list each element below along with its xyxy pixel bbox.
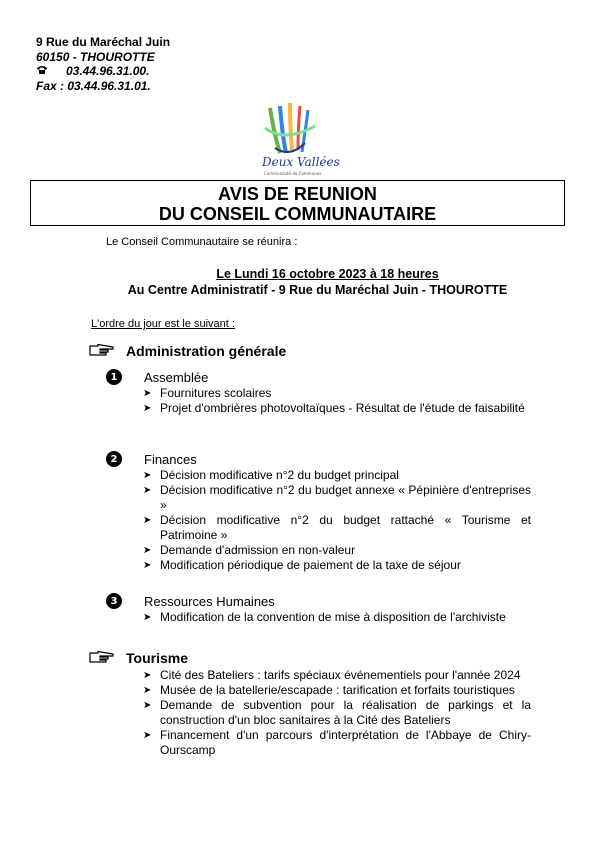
arrow-bullet-icon: ➤ — [143, 685, 152, 696]
arrow-bullet-icon: ➤ — [143, 730, 152, 741]
subsection-assemblee-title: Assemblée — [144, 369, 209, 385]
subsection-finances-title: Finances — [144, 451, 197, 467]
arrow-bullet-icon: ➤ — [143, 545, 152, 556]
list-item: ➤ Décision modificative n°2 du budget principal — [143, 468, 399, 482]
street-address: 9 Rue du Maréchal Juin — [36, 35, 171, 49]
meeting-date-text: Le Lundi 16 octobre 2023 à 18 heures — [216, 267, 439, 281]
arrow-bullet-icon: ➤ — [143, 485, 152, 496]
arrow-bullet-icon: ➤ — [143, 403, 152, 414]
list-item: ➤ Financement d'un parcours d'interprétation de l'Abbaye de Chiry-Ourscamp — [143, 728, 531, 757]
number-3-icon: 3 — [106, 593, 122, 609]
rh-items — [143, 610, 531, 625]
section-administration-title: Administration générale — [126, 343, 287, 359]
list-item: ➤ Fournitures scolaires — [143, 386, 272, 400]
city-line: 60150 - THOUROTTE — [36, 49, 155, 64]
section-tourisme — [88, 650, 188, 666]
subsection-rh — [106, 593, 275, 609]
list-item: ➤ Demande d'admission en non-valeur — [143, 543, 356, 557]
arrow-bullet-icon: ➤ — [143, 670, 152, 681]
phone-number: 03.44.96.31.00. — [66, 64, 150, 78]
subsection-assemblee — [106, 369, 208, 385]
pointing-hand-icon — [88, 343, 118, 359]
number-2-icon: 2 — [106, 451, 122, 467]
title-box — [30, 180, 565, 226]
address-block — [36, 35, 170, 93]
list-item: ➤ Demande de subvention pour la réalisation de parkings et la construction d'un bloc sanitaires à la Cité des Bateliers — [143, 698, 531, 727]
section-administration — [88, 343, 286, 359]
assemblee-items — [143, 386, 531, 416]
svg-text:Deux Vallées: Deux Vallées — [262, 155, 340, 169]
list-item: ➤ Décision modificative n°2 du budget rattaché « Tourisme et Patrimoine » — [143, 513, 531, 542]
fax-line: Fax : 03.44.96.31.01. — [36, 78, 151, 93]
list-item: ➤ Modification périodique de paiement de la taxe de séjour — [143, 558, 461, 572]
list-item: ➤ Modification de la convention de mise à disposition de l'archiviste — [143, 610, 506, 624]
title-line-2: DU CONSEIL COMMUNAUTAIRE — [158, 204, 437, 224]
deux-vallees-logo — [250, 98, 350, 178]
arrow-bullet-icon: ➤ — [143, 612, 152, 623]
meeting-location: Au Centre Administratif - 9 Rue du Maréchal Juin - THOUROTTE — [127, 283, 508, 297]
meeting-date — [60, 267, 595, 281]
number-1-icon: 1 — [106, 369, 122, 385]
intro-text: Le Conseil Communautaire se réunira : — [106, 236, 298, 248]
list-item: ➤ Cité des Bateliers : tarifs spéciaux événementiels pour l'année 2024 — [143, 668, 521, 682]
arrow-bullet-icon: ➤ — [143, 560, 152, 571]
arrow-bullet-icon: ➤ — [143, 388, 152, 399]
list-item: ➤ Projet d'ombrières photovoltaïques - Résultat de l'étude de faisabilité — [143, 401, 525, 415]
agenda-intro: L'ordre du jour est le suivant : — [91, 318, 235, 330]
subsection-rh-title: Ressources Humaines — [144, 593, 275, 609]
svg-text:Communauté de Communes: Communauté de Communes — [264, 171, 322, 176]
arrow-bullet-icon: ➤ — [143, 515, 152, 526]
arrow-bullet-icon: ➤ — [143, 700, 152, 711]
subsection-finances — [106, 451, 197, 467]
pointing-hand-icon — [88, 650, 118, 666]
title-line-1: AVIS DE REUNION — [218, 184, 377, 204]
finances-items — [143, 468, 531, 573]
phone-row — [36, 64, 170, 79]
tourisme-items — [143, 668, 531, 758]
telephone-icon — [36, 64, 49, 79]
arrow-bullet-icon: ➤ — [143, 470, 152, 481]
list-item: ➤ Décision modificative n°2 du budget annexe « Pépinière d'entreprises » — [143, 483, 531, 512]
list-item: ➤ Musée de la batellerie/escapade : tarification et forfaits touristiques — [143, 683, 515, 697]
section-tourisme-title: Tourisme — [126, 650, 188, 666]
